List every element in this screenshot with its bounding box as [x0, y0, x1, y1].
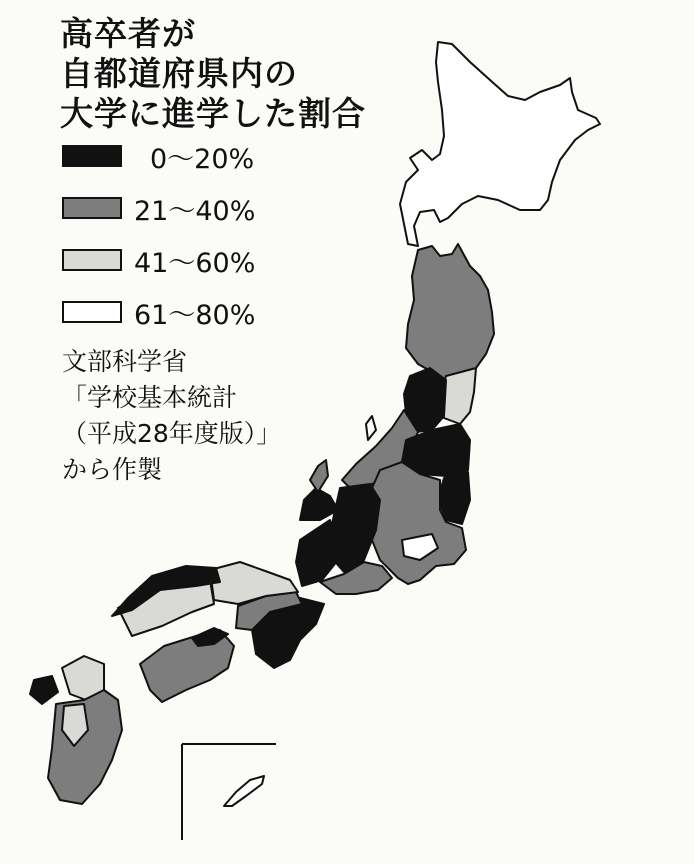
title-line-1: 高卒者が	[60, 14, 196, 53]
legend-label-41-60: 41〜60%	[134, 248, 256, 279]
region-hokuriku	[300, 488, 338, 520]
source-line-3: （平成28年度版）」	[62, 419, 282, 448]
region-noto	[310, 460, 328, 492]
legend-label-21-40: 21〜40%	[134, 196, 256, 227]
legend-label-61-80: 61〜80%	[134, 300, 256, 331]
region-kyushu-west	[30, 676, 58, 704]
title-line-3: 大学に進学した割合	[60, 94, 366, 133]
legend-label-0-20: 0〜20%	[150, 144, 255, 175]
region-tohoku-north	[406, 244, 494, 384]
region-hokkaido	[400, 42, 600, 246]
okinawa-inset-frame	[182, 744, 276, 840]
title-line-2: 自都道府県内の	[60, 54, 298, 93]
region-gifu	[296, 520, 338, 586]
source-line-2: 「学校基本統計	[62, 383, 238, 412]
island-sado	[366, 416, 376, 440]
source-line-1: 文部科学省	[62, 347, 188, 376]
region-okinawa	[224, 776, 264, 806]
source-line-4: から作製	[62, 455, 163, 484]
